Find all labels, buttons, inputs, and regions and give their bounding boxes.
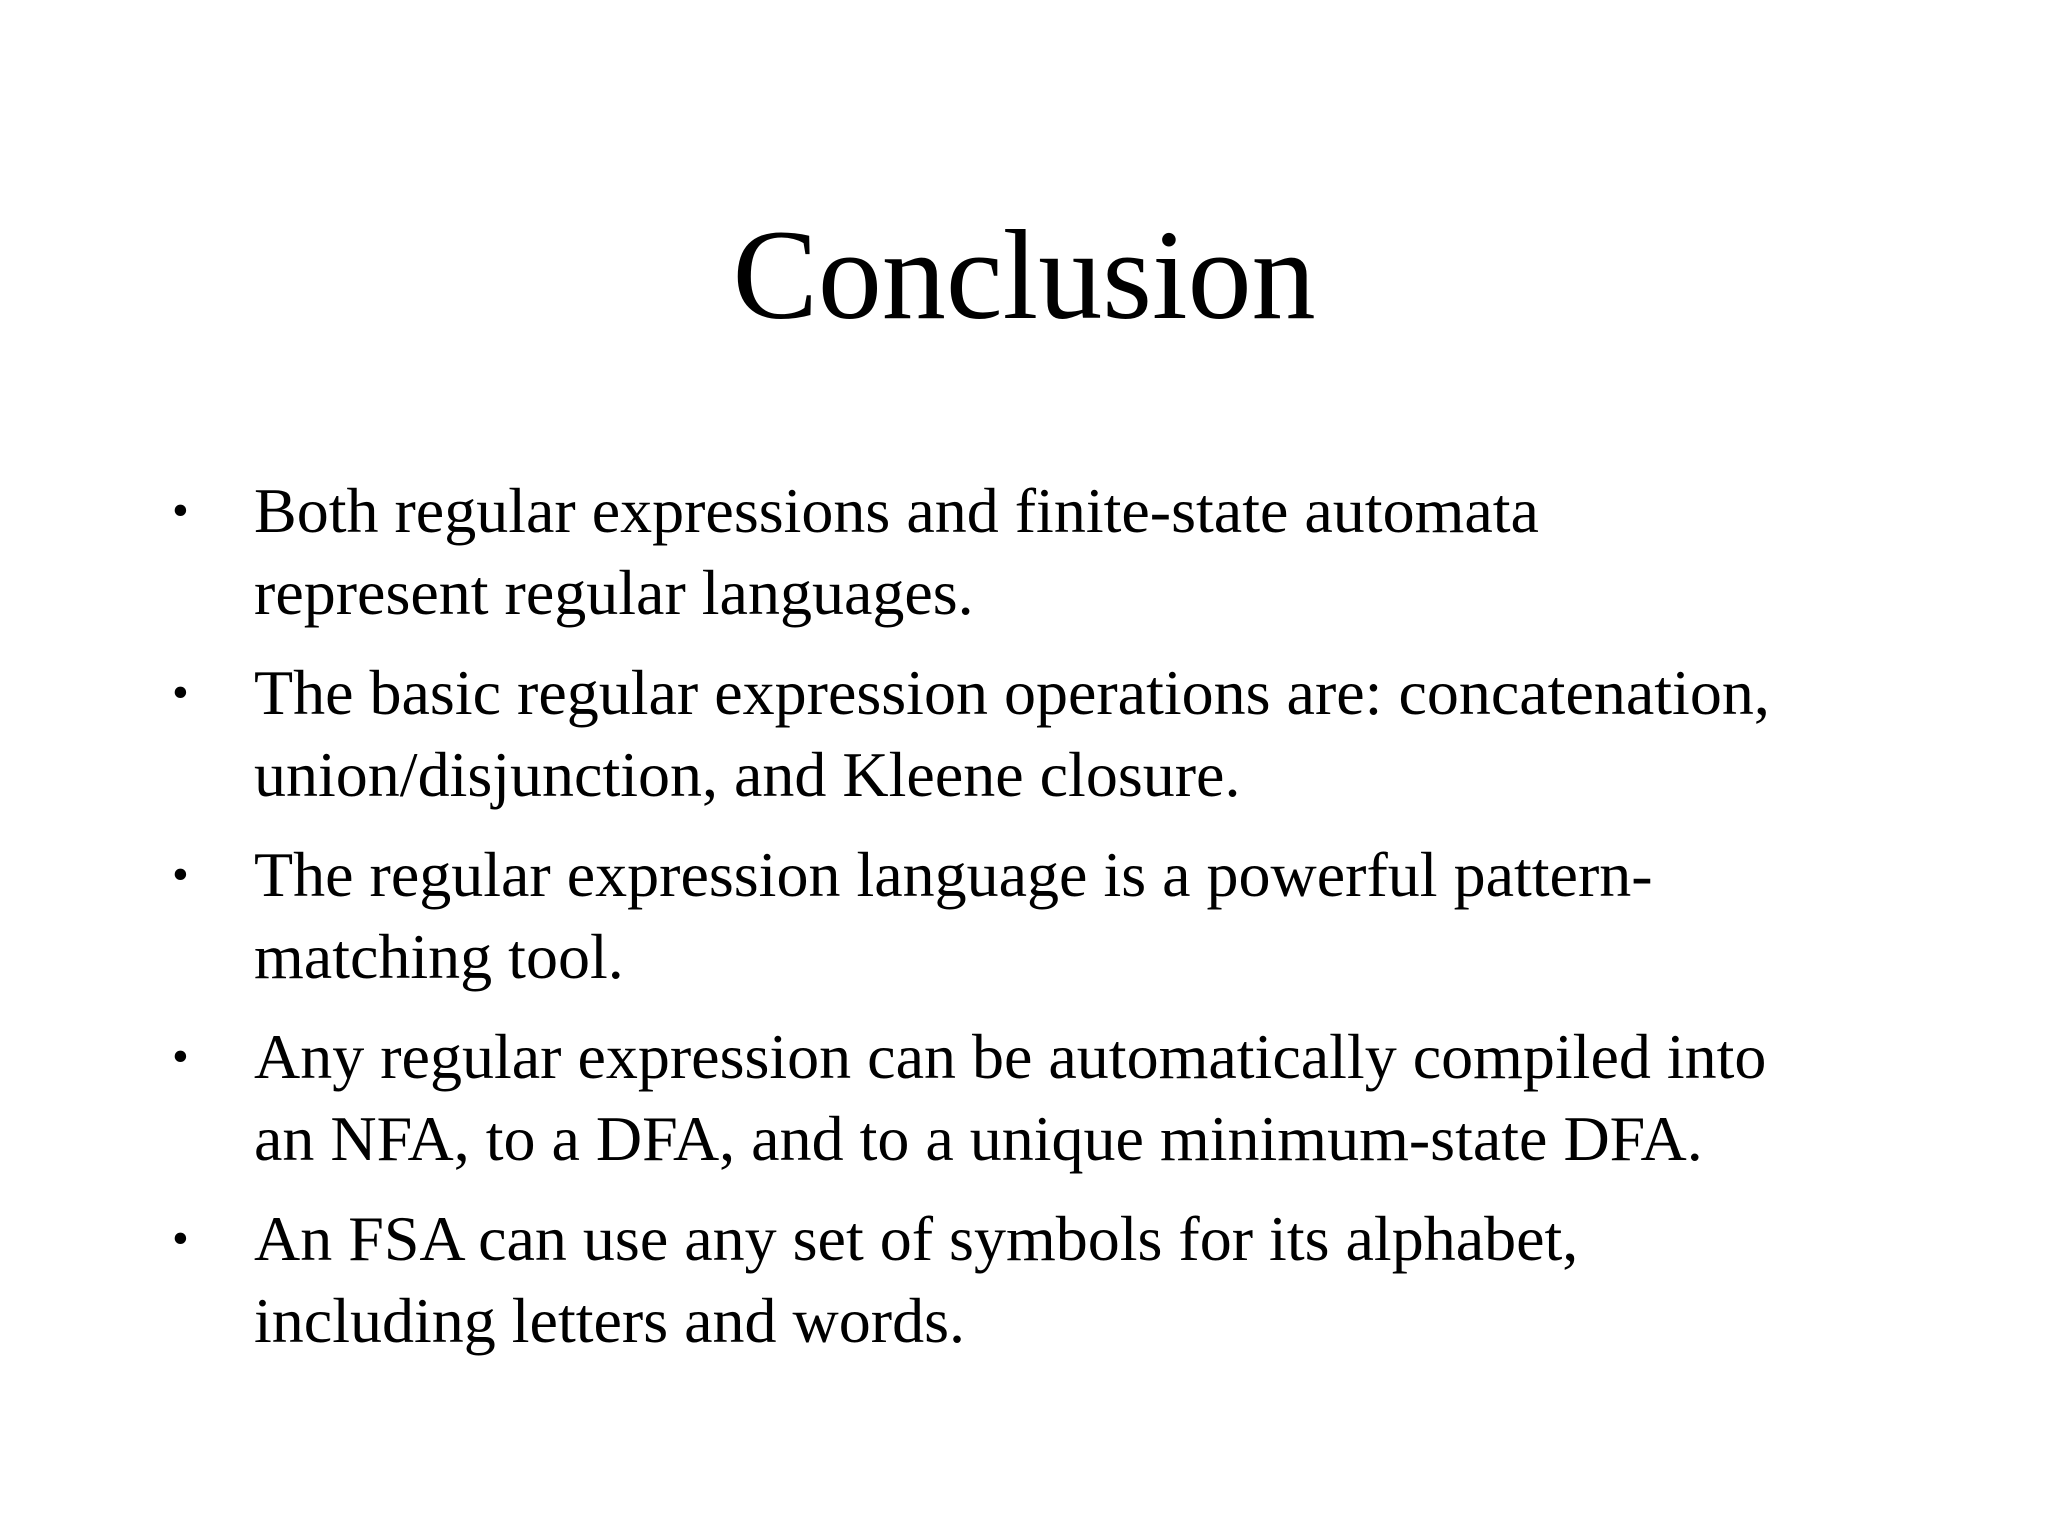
slide-title: Conclusion	[732, 204, 1316, 346]
bullet-item-3	[168, 834, 1928, 998]
bullet-item-4	[168, 1016, 1928, 1180]
bullet-item-2	[168, 652, 1928, 816]
bullet-line: an NFA, to a DFA, and to a unique minimum-state DFA.	[254, 1103, 1703, 1174]
bullet-icon: •	[172, 1212, 189, 1265]
bullet-line: Any regular expression can be automatically compiled into	[254, 1021, 1767, 1092]
bullet-icon: •	[172, 484, 189, 537]
bullet-line: matching tool.	[254, 921, 624, 992]
bullet-line: The regular expression language is a powerful pattern-	[254, 839, 1653, 910]
bullet-line: including letters and words.	[254, 1285, 965, 1356]
bullet-line: The basic regular expression operations are: concatenation,	[254, 657, 1770, 728]
bullet-icon: •	[172, 848, 189, 901]
bullet-line: An FSA can use any set of symbols for its alphabet,	[254, 1203, 1579, 1274]
bullet-list	[168, 470, 1928, 1380]
bullet-icon: •	[172, 666, 189, 719]
bullet-item-1	[168, 470, 1928, 634]
bullet-line: Both regular expressions and finite-state automata	[254, 475, 1539, 546]
bullet-icon: •	[172, 1030, 189, 1083]
bullet-line: represent regular languages.	[254, 557, 974, 628]
bullet-item-5	[168, 1198, 1928, 1362]
bullet-line: union/disjunction, and Kleene closure.	[254, 739, 1241, 810]
